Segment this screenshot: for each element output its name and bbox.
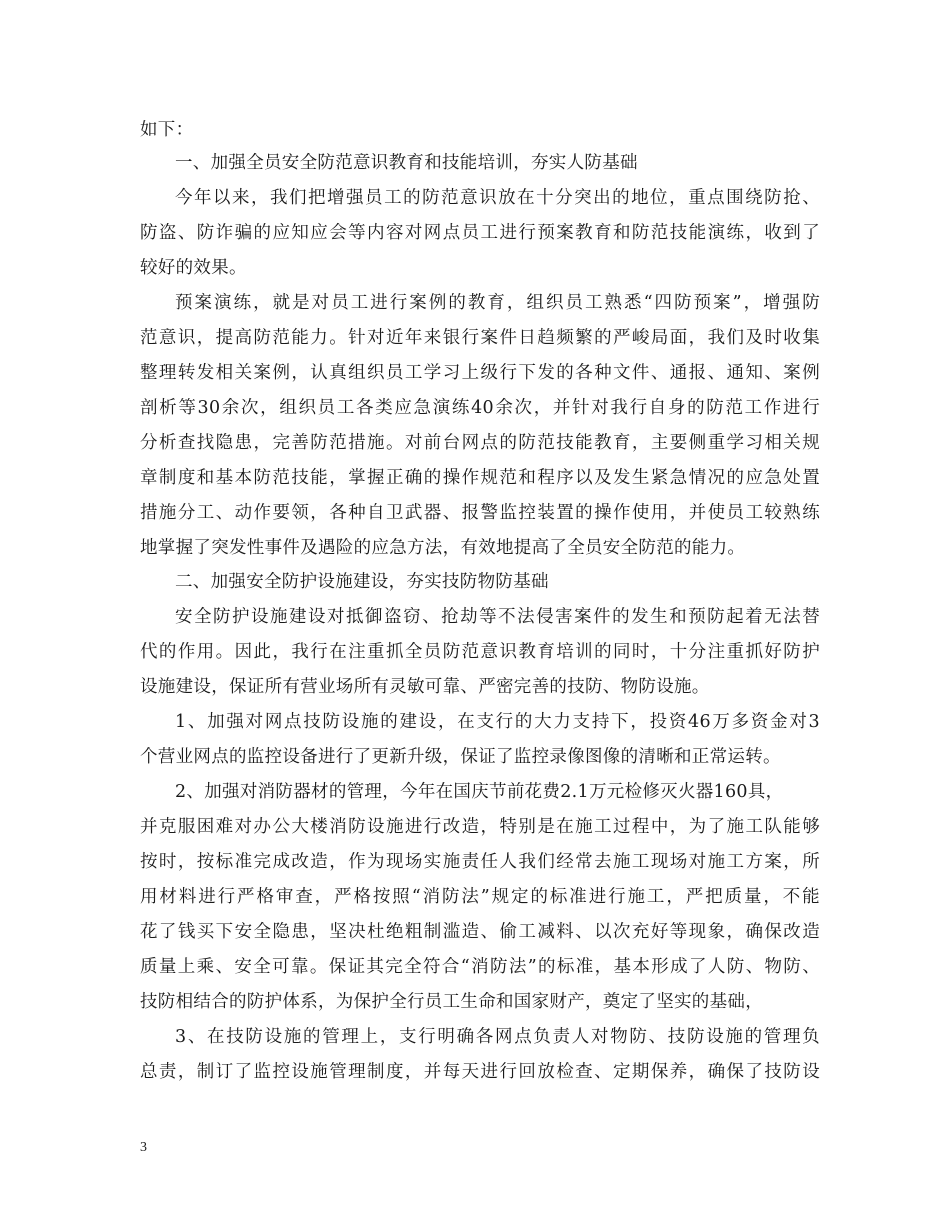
- item-3-line-2: 总责，制订了监控设施管理制度，并每天进行回放检查、定期保养，确保了技防设: [140, 1062, 820, 1082]
- item-2-line-6: 质量上乘、安全可靠。保证其完全符合“消防法”的标准，基本形成了人防、物防、: [140, 957, 820, 977]
- section-heading-1: 一、加强全员安全防范意识教育和技能培训，夯实人防基础: [175, 153, 638, 173]
- item-2-line-4: 用材料进行严格审查，严格按照“消防法”规定的标准进行施工，严把质量，不能: [140, 887, 820, 907]
- paragraph-3-line-1: 安全防护设施建设对抵御盗窃、抢劫等不法侵害案件的发生和预防起着无法替: [175, 607, 820, 627]
- item-1-line-2: 个营业网点的监控设备进行了更新升级，保证了监控录像图像的清晰和正常运转。: [140, 747, 781, 767]
- item-2-line-1: 2、加强对消防器材的管理，今年在国庆节前花费2.1万元检修灭火器160具，: [175, 782, 784, 802]
- page-number: 3: [140, 1140, 147, 1155]
- paragraph-2-line-8: 地掌握了突发性事件及遇险的应急方法，有效地提高了全员安全防范的能力。: [140, 538, 746, 558]
- paragraph-3-line-2: 代的作用。因此，我行在注重抓全员防范意识教育培训的同时，十分注重抓好防护: [140, 642, 820, 662]
- paragraph-1-line-1: 今年以来，我们把增强员工的防范意识放在十分突出的地位，重点围绕防抢、: [175, 188, 820, 208]
- item-2-line-2: 并克服困难对办公大楼消防设施进行改造，特别是在施工过程中，为了施工队能够: [140, 817, 820, 837]
- paragraph-1-line-3: 较好的效果。: [140, 258, 247, 278]
- text-line-continuation: 如下：: [140, 120, 194, 140]
- item-3-line-1: 3、在技防设施的管理上，支行明确各网点负责人对物防、技防设施的管理负: [175, 1027, 820, 1047]
- item-2-line-3: 按时，按标准完成改造，作为现场实施责任人我们经常去施工现场对施工方案，所: [140, 852, 820, 872]
- item-1-line-1: 1、加强对网点技防设施的建设，在支行的大力支持下，投资46万多资金对3: [175, 712, 820, 732]
- paragraph-3-line-3: 设施建设，保证所有营业场所有灵敏可靠、严密完善的技防、物防设施。: [140, 677, 710, 697]
- paragraph-2-line-3: 整理转发相关案例，认真组织员工学习上级行下发的各种文件、通报、通知、案例: [140, 363, 820, 383]
- paragraph-2-line-6: 章制度和基本防范技能，掌握正确的操作规范和程序以及发生紧急情况的应急处置: [140, 468, 820, 488]
- section-heading-2: 二、加强安全防护设施建设，夯实技防物防基础: [175, 572, 549, 592]
- item-2-line-7: 技防相结合的防护体系，为保护全行员工生命和国家财产，奠定了坚实的基础，: [140, 992, 763, 1012]
- item-2-line-5: 花了钱买下安全隐患，坚决杜绝粗制滥造、偷工减料、以次充好等现象，确保改造: [140, 922, 820, 942]
- paragraph-2-line-4: 剖析等30余次，组织员工各类应急演练40余次，并针对我行自身的防范工作进行: [140, 398, 820, 418]
- paragraph-2-line-2: 范意识，提高防范能力。针对近年来银行案件日趋频繁的严峻局面，我们及时收集: [140, 328, 820, 348]
- paragraph-2-line-7: 措施分工、动作要领，各种自卫武器、报警监控装置的操作使用，并使员工较熟练: [140, 503, 820, 523]
- paragraph-2-line-5: 分析查找隐患，完善防范措施。对前台网点的防范技能教育，主要侧重学习相关规: [140, 433, 820, 453]
- paragraph-1-line-2: 防盗、防诈骗的应知应会等内容对网点员工进行预案教育和防范技能演练，收到了: [140, 223, 820, 243]
- paragraph-2-line-1: 预案演练，就是对员工进行案例的教育，组织员工熟悉“四防预案”，增强防: [175, 293, 820, 313]
